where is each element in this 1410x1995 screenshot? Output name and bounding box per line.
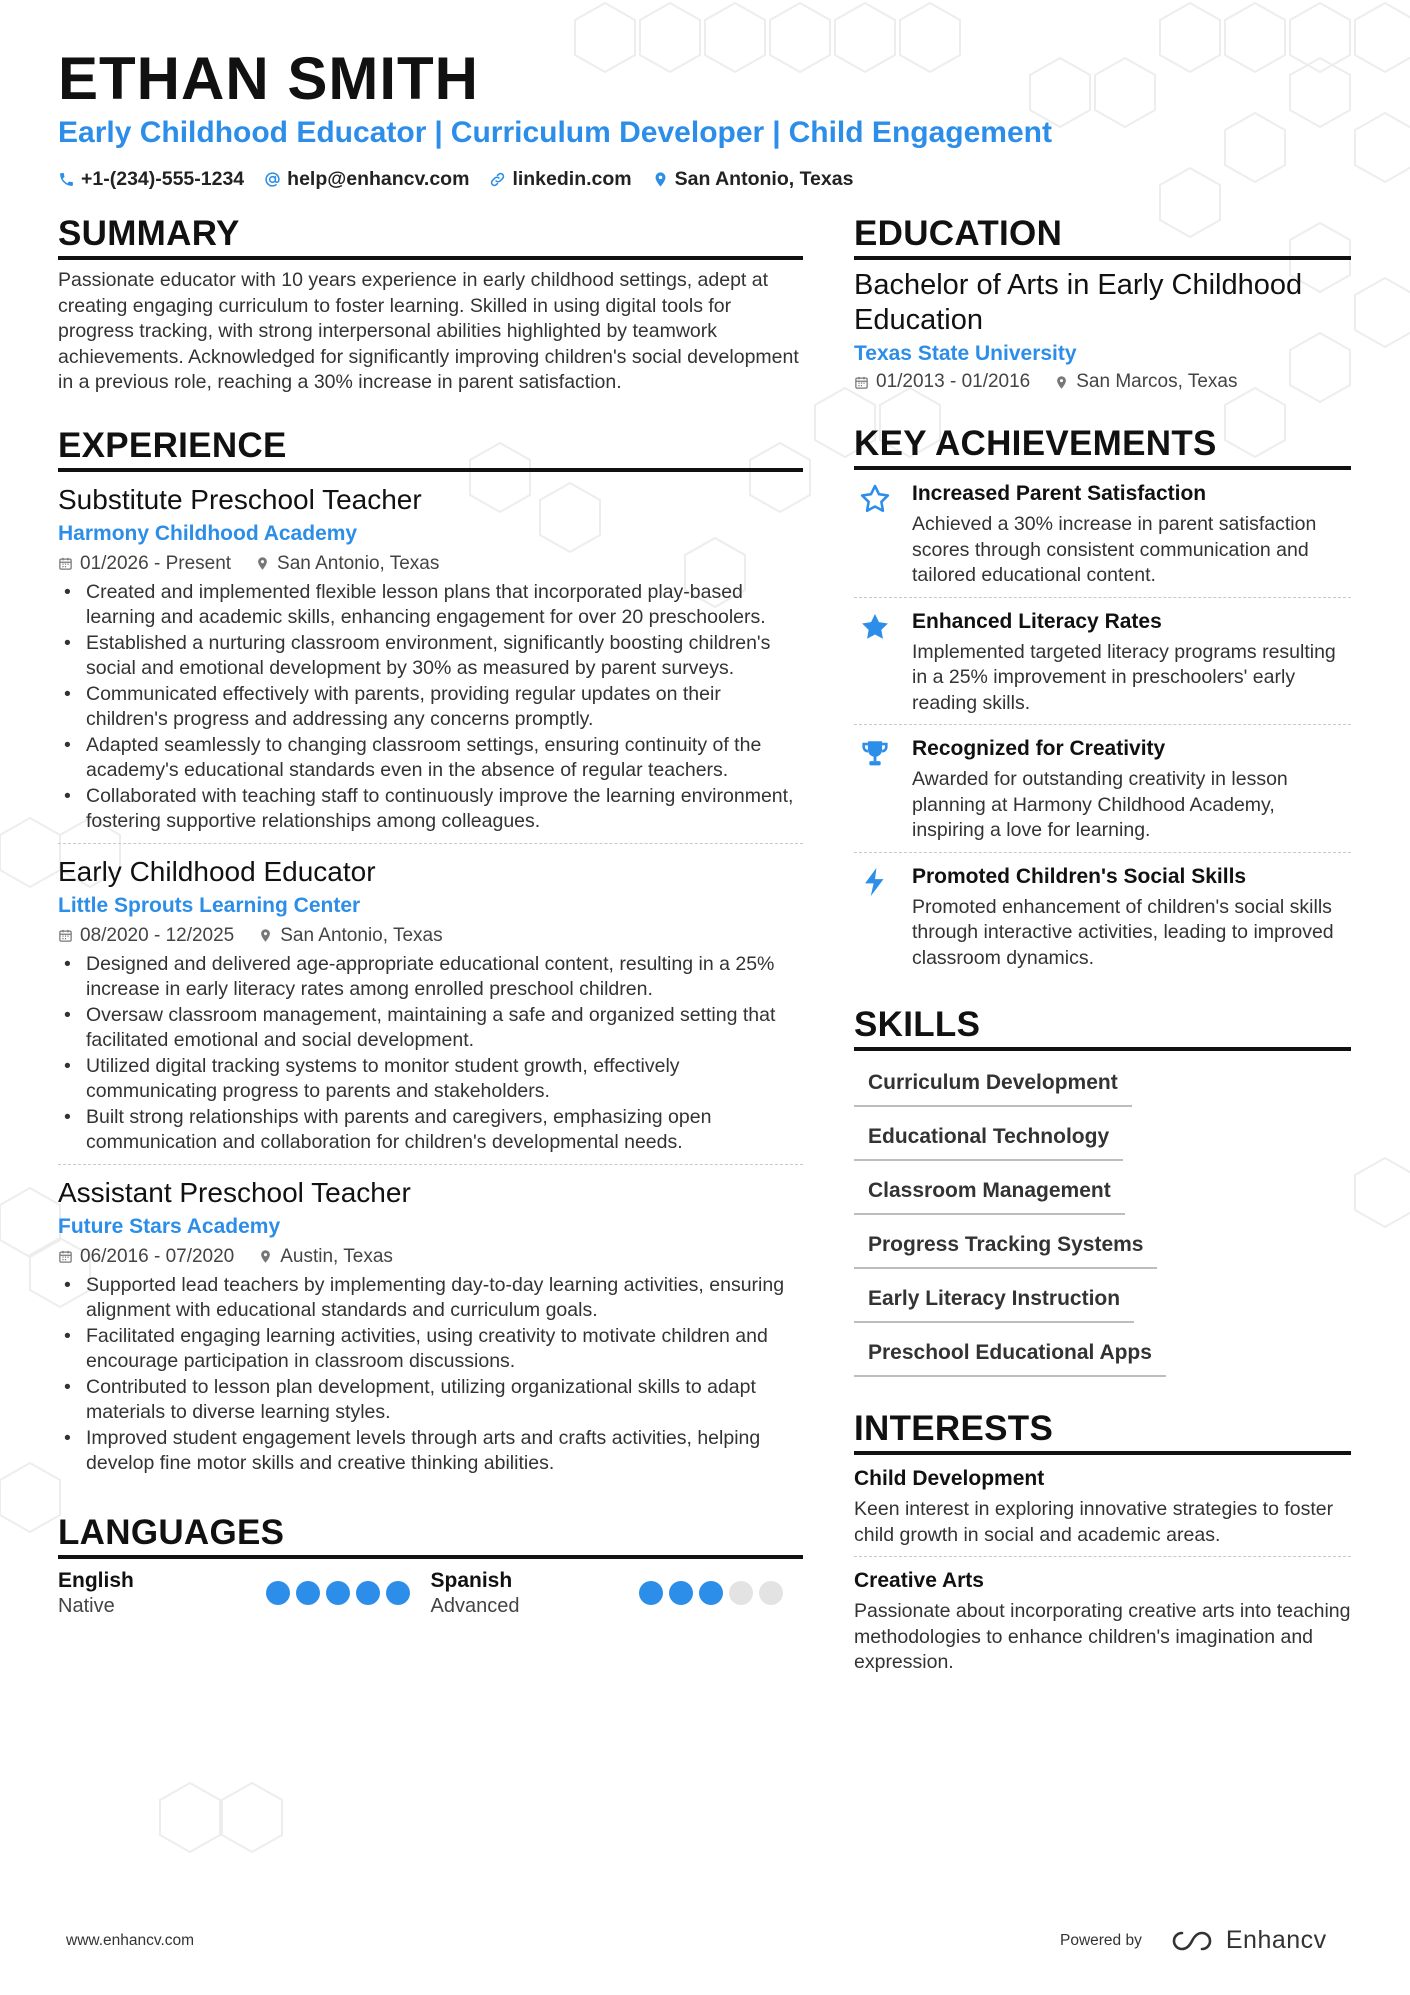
education-dates-text: 01/2013 - 01/2016 xyxy=(876,371,1031,392)
language-item xyxy=(431,1569,804,1618)
education-dates xyxy=(854,370,1030,394)
company-name: Little Sprouts Learning Center xyxy=(58,893,361,917)
interest-title: Child Development xyxy=(854,1467,1045,1490)
language-name: English xyxy=(58,1568,134,1592)
link-icon xyxy=(489,171,506,188)
experience-item xyxy=(58,482,803,844)
rating-dot-empty xyxy=(759,1581,783,1605)
job-bullet: • Communicated effectively with parents, providing regular updates on their children's progress and addressing any concerns promptly. xyxy=(58,682,803,733)
education-heading: EDUCATION xyxy=(854,214,1351,260)
language-rating xyxy=(639,1581,783,1605)
location-pin-icon xyxy=(258,928,273,943)
headline xyxy=(58,116,1052,150)
location-pin-icon xyxy=(652,171,669,188)
rating-dot-filled xyxy=(669,1581,693,1605)
job-bullet: • Utilized digital tracking systems to monitor student growth, effectively communicating progress to parents and stakeholders. xyxy=(58,1054,803,1105)
star-outline-icon xyxy=(858,482,892,516)
email-text: help@enhancv.com xyxy=(287,168,470,190)
achievements-heading: KEY ACHIEVEMENTS xyxy=(854,424,1351,470)
skills-heading: SKILLS xyxy=(854,1005,1351,1051)
job-location-text: Austin, Texas xyxy=(280,1245,393,1267)
headline-role-3: Child Engagement xyxy=(788,116,1052,149)
language-level: Native xyxy=(58,1594,115,1617)
interests-heading: INTERESTS xyxy=(854,1409,1351,1455)
footer-brand xyxy=(1060,1926,1327,1955)
skills-list xyxy=(854,1059,1351,1377)
at-icon xyxy=(264,171,281,188)
rating-dot-filled xyxy=(296,1581,320,1605)
job-title: Assistant Preschool Teacher xyxy=(58,1176,411,1208)
language-rating xyxy=(266,1581,410,1605)
job-bullet: • Adapted seamlessly to changing classroom settings, ensuring continuity of the academy's educational standards even in the absence of regular teachers. xyxy=(58,733,803,784)
education-location xyxy=(1054,370,1237,394)
right-column xyxy=(854,214,1351,1682)
job-dates xyxy=(58,1245,234,1269)
brand-name: Enhancv xyxy=(1225,1926,1327,1954)
achievement-title: Enhanced Literacy Rates xyxy=(912,609,1162,633)
location-pin-icon xyxy=(255,556,270,571)
rating-dot-filled xyxy=(639,1581,663,1605)
trophy-icon xyxy=(858,737,892,771)
achievement-title: Increased Parent Satisfaction xyxy=(912,482,1207,505)
job-location-text: San Antonio, Texas xyxy=(277,552,440,574)
rating-dot-empty xyxy=(729,1581,753,1605)
achievements-list xyxy=(854,470,1351,979)
achievement-item xyxy=(854,725,1351,853)
brand-logo[interactable] xyxy=(1168,1926,1327,1955)
job-location xyxy=(255,552,439,576)
languages-list xyxy=(58,1569,803,1618)
education-location-text: San Marcos, Texas xyxy=(1076,371,1238,392)
headline-role-1: Early Childhood Educator xyxy=(58,116,427,149)
achievement-desc: Implemented targeted literacy programs resulting in a 25% improvement in preschoolers' early reading skills. xyxy=(912,640,1336,714)
achievement-item xyxy=(854,470,1351,598)
job-location-text: San Antonio, Texas xyxy=(280,924,443,946)
job-dates-text: 01/2026 - Present xyxy=(80,552,232,574)
skill-tag: Educational Technology xyxy=(854,1113,1123,1161)
rating-dot-filled xyxy=(386,1581,410,1605)
calendar-icon xyxy=(58,1249,73,1264)
interest-desc: Passionate about incorporating creative arts into teaching methodologies to enhance children's imagination and expression. xyxy=(854,1600,1351,1673)
job-bullets xyxy=(58,580,803,835)
headline-separator: | xyxy=(434,116,443,149)
job-bullet: • Collaborated with teaching staff to continuously improve the learning environment, fostering supportive relationships among colleagues. xyxy=(58,784,803,835)
company-name: Harmony Childhood Academy xyxy=(58,521,358,545)
left-column xyxy=(58,214,803,1618)
job-dates-text: 06/2016 - 07/2020 xyxy=(80,1245,235,1267)
footer-website[interactable]: www.enhancv.com xyxy=(66,1932,195,1949)
divider xyxy=(58,843,803,844)
language-name: Spanish xyxy=(430,1568,513,1592)
interests-list xyxy=(854,1467,1351,1682)
skill-tag: Classroom Management xyxy=(854,1167,1125,1215)
degree-title: Bachelor of Arts in Early Childhood Education xyxy=(854,269,1303,336)
rating-dot-filled xyxy=(699,1581,723,1605)
experience-item xyxy=(58,1175,803,1477)
star-filled-icon xyxy=(858,610,892,644)
lightning-icon xyxy=(858,865,892,899)
experience-heading: EXPERIENCE xyxy=(58,426,803,472)
calendar-icon xyxy=(854,375,869,390)
job-meta xyxy=(58,552,803,576)
rating-dot-filled xyxy=(266,1581,290,1605)
interest-title: Creative Arts xyxy=(854,1569,984,1592)
divider xyxy=(58,1164,803,1165)
job-bullet: • Oversaw classroom management, maintaining a safe and organized setting that facilitated emotional and social development. xyxy=(58,1003,803,1054)
linkedin-text: linkedin.com xyxy=(512,168,632,190)
job-location xyxy=(258,924,442,948)
skill-tag: Curriculum Development xyxy=(854,1059,1132,1107)
language-level: Advanced xyxy=(430,1594,520,1617)
job-bullet: • Established a nurturing classroom environment, significantly boosting children's social and emotional development by 30% as measured by parent surveys. xyxy=(58,631,803,682)
job-bullet: • Improved student engagement levels through arts and crafts activities, helping develop fine motor skills and creative thinking abilities. xyxy=(58,1426,803,1477)
summary-text: Passionate educator with 10 years experience in early childhood settings, adept at creating engaging curriculum to foster learning. Skilled in using digital tools for progress tracking, with strong interpersonal abilities highlighted by teamwork achievements. Acknowledged for significantly improving children's social development in a previous role, reaching a 30% increase in parent satisfaction. xyxy=(58,269,799,393)
contact-phone[interactable] xyxy=(58,168,244,191)
job-title: Early Childhood Educator xyxy=(58,855,376,887)
rating-dot-filled xyxy=(326,1581,350,1605)
achievement-title: Recognized for Creativity xyxy=(912,737,1166,760)
language-item xyxy=(58,1569,431,1618)
company-name: Future Stars Academy xyxy=(58,1214,281,1238)
summary-heading: SUMMARY xyxy=(58,214,803,260)
skill-tag: Progress Tracking Systems xyxy=(854,1221,1157,1269)
skill-tag: Early Literacy Instruction xyxy=(854,1275,1134,1323)
phone-icon xyxy=(58,171,75,188)
headline-role-2: Curriculum Developer xyxy=(450,116,765,149)
experience-item xyxy=(58,854,803,1165)
calendar-icon xyxy=(58,556,73,571)
divider xyxy=(854,1556,1351,1557)
headline-separator: | xyxy=(772,116,781,149)
achievement-item xyxy=(854,598,1351,726)
job-title: Substitute Preschool Teacher xyxy=(58,483,422,515)
job-dates xyxy=(58,924,234,948)
job-meta xyxy=(58,1245,803,1269)
job-bullets xyxy=(58,952,803,1156)
rating-dot-filled xyxy=(356,1581,380,1605)
school-name: Texas State University xyxy=(854,342,1077,365)
job-bullet: • Built strong relationships with parents and caregivers, emphasizing open communication and collaboration for children's developmental needs. xyxy=(58,1105,803,1156)
job-bullets xyxy=(58,1273,803,1477)
enhancv-logo-icon xyxy=(1168,1929,1216,1953)
location-pin-icon xyxy=(1054,375,1069,390)
education-meta xyxy=(854,370,1351,394)
job-bullet: • Supported lead teachers by implementing day-to-day learning activities, ensuring alignment with educational standards and curriculum goals. xyxy=(58,1273,803,1324)
location-pin-icon xyxy=(258,1249,273,1264)
achievement-title: Promoted Children's Social Skills xyxy=(912,864,1247,888)
achievement-desc: Achieved a 30% increase in parent satisfaction scores through consistent communication and tailored educational content. xyxy=(912,513,1317,586)
achievement-item xyxy=(854,853,1351,980)
job-bullet: • Facilitated engaging learning activities, using creativity to motivate children and encourage participation in classroom discussions. xyxy=(58,1324,803,1375)
achievement-desc: Awarded for outstanding creativity in lesson planning at Harmony Childhood Academy, inspiring a love for learning. xyxy=(912,768,1288,841)
contact-bar xyxy=(58,168,853,191)
contact-linkedin[interactable] xyxy=(489,168,631,191)
job-location xyxy=(258,1245,393,1269)
interest-desc: Keen interest in exploring innovative strategies to foster child growth in social and academic areas. xyxy=(854,1498,1334,1546)
job-bullet: • Created and implemented flexible lesson plans that incorporated play-based learning and academic skills, enhancing engagement for over 20 preschoolers. xyxy=(58,580,803,631)
job-meta xyxy=(58,924,803,948)
languages-heading: LANGUAGES xyxy=(58,1513,803,1559)
candidate-name: ETHAN SMITH xyxy=(58,45,479,112)
powered-by-label: Powered by xyxy=(1060,1931,1142,1949)
job-bullet: • Designed and delivered age-appropriate educational content, resulting in a 25% increase in early literacy rates among enrolled preschool children. xyxy=(58,952,803,1003)
skill-tag: Preschool Educational Apps xyxy=(854,1329,1166,1377)
contact-location xyxy=(652,168,854,191)
achievement-desc: Promoted enhancement of children's social skills through interactive activities, leading to improved classroom dynamics. xyxy=(912,895,1334,969)
job-dates-text: 08/2020 - 12/2025 xyxy=(80,924,235,946)
contact-email[interactable] xyxy=(264,168,469,191)
calendar-icon xyxy=(58,928,73,943)
job-bullet: • Contributed to lesson plan development, utilizing organizational skills to adapt materials to diverse learning styles. xyxy=(58,1375,803,1426)
phone-text: +1-(234)-555-1234 xyxy=(81,168,245,190)
job-dates xyxy=(58,552,231,576)
location-text: San Antonio, Texas xyxy=(674,168,854,190)
